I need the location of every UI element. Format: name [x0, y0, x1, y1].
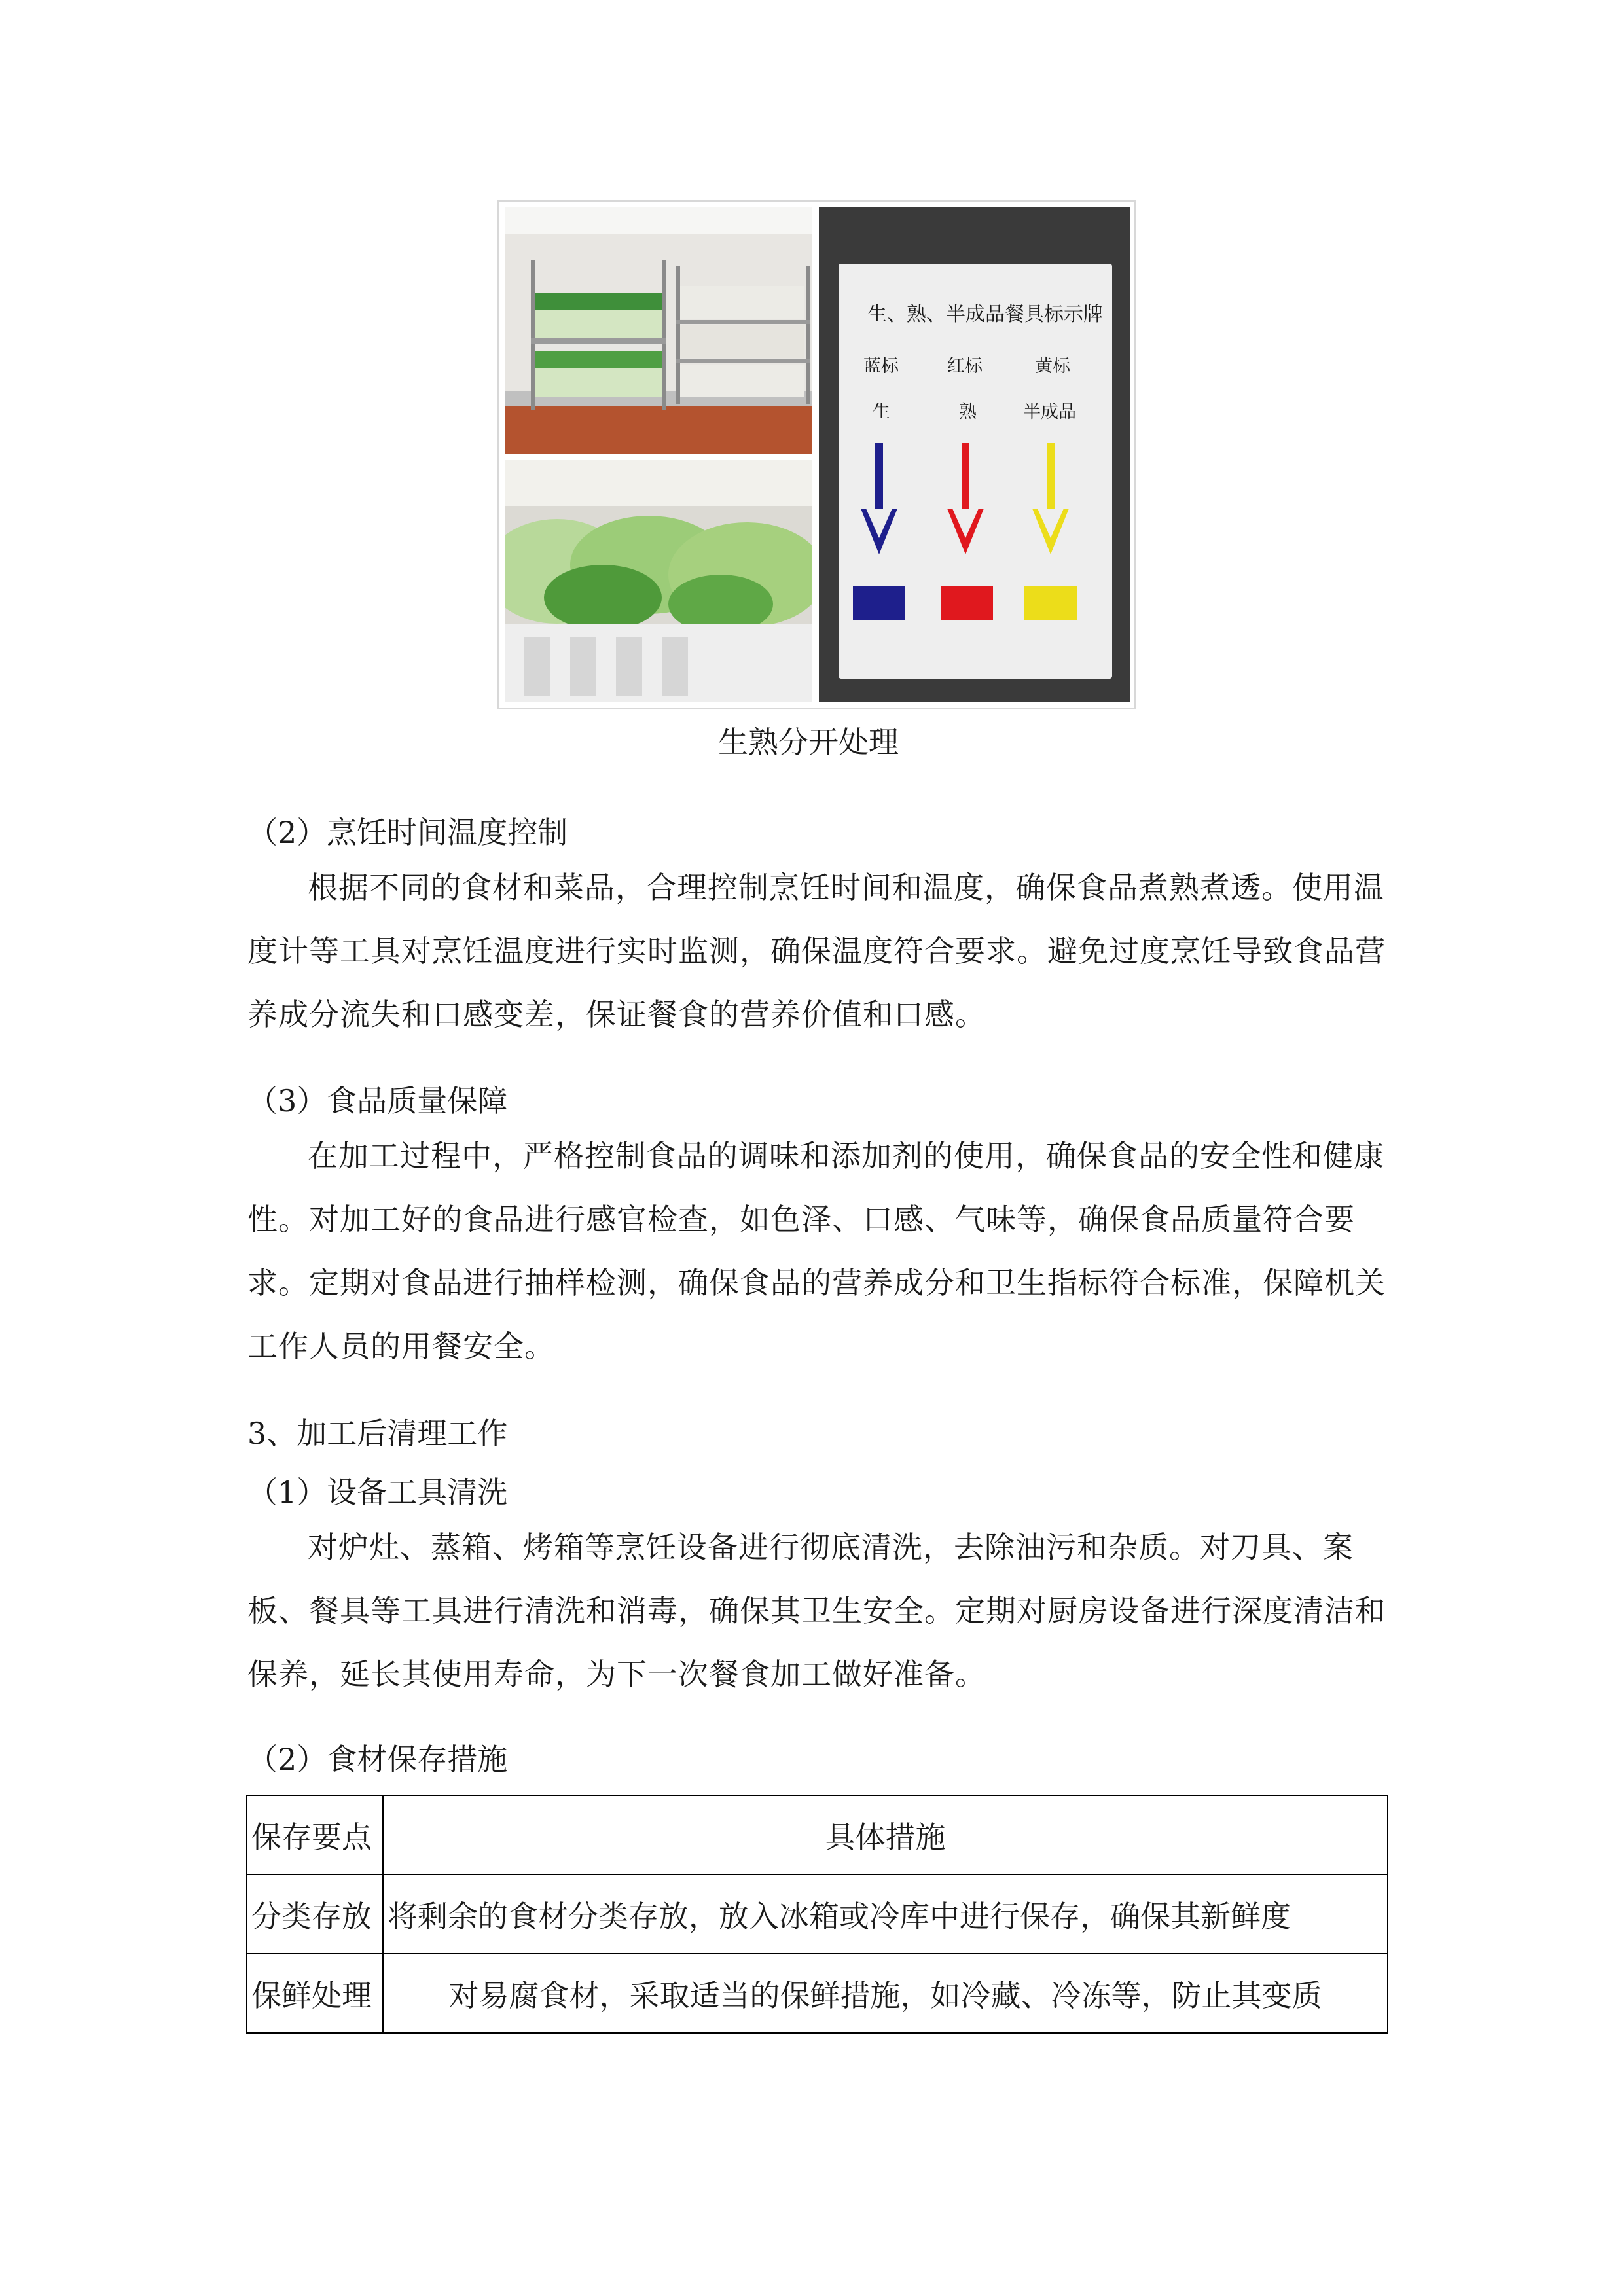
sign-tag-yellow: 黄标	[1035, 356, 1070, 376]
table-header-cell: 保存要点	[247, 1795, 383, 1874]
yellow-swatch	[1024, 586, 1077, 620]
paragraph-quality: 在加工过程中，严格控制食品的调味和添加剂的使用，确保食品的安全性和健康性。对加工好的食品进行感官检查，如色泽、口感、气味等，确保食品质量符合要求。定期对食品进行抽样检测，确保食品的营养成分和卫生指标符合标准，保障机关工作人员的用餐安全。	[247, 1138, 1386, 1364]
section-heading-cooking-control: （2）烹饪时间温度控制	[247, 815, 568, 850]
table-row	[247, 1874, 1388, 1954]
sign-label-semi: 半成品	[1023, 402, 1076, 422]
section-heading-quality: （3）食品质量保障	[247, 1083, 508, 1119]
sign-title: 生、熟、半成品餐具标示牌	[867, 303, 1103, 326]
table-cell: 对易腐食材，采取适当的保鲜措施，如冷藏、冷冻等，防止其变质	[383, 1954, 1388, 2033]
paragraph-cooking-control: 根据不同的食材和菜品，合理控制烹饪时间和温度，确保食品煮熟煮透。使用温度计等工具对烹饪温度进行实时监测，确保温度符合要求。避免过度烹饪导致食品营养成分流失和口感变差，保证餐食的营养价值和口感。	[247, 870, 1386, 1032]
table-header-row	[247, 1795, 1388, 1874]
sign-label-cooked: 熟	[959, 402, 977, 422]
red-swatch	[941, 586, 993, 620]
figure-photo-collage	[497, 200, 1136, 709]
table-cell: 将剩余的食材分类存放，放入冰箱或冷库中进行保存，确保其新鲜度	[383, 1874, 1388, 1954]
utensil-sign-photo	[819, 207, 1130, 702]
sign-tag-red: 红标	[947, 356, 983, 376]
sign-tag-blue: 蓝标	[863, 356, 899, 376]
figure-caption: 生熟分开处理	[718, 725, 899, 760]
table-cell: 分类存放	[247, 1874, 383, 1954]
table-cell: 保鲜处理	[247, 1954, 383, 2033]
storage-measures-table	[246, 1795, 1388, 2034]
section-heading-storage: （2）食材保存措施	[247, 1742, 508, 1777]
lettuce-crate-photo	[505, 460, 812, 702]
blue-arrow-icon	[861, 443, 897, 554]
section-heading-post-processing: 3、加工后清理工作	[247, 1416, 508, 1451]
table-header-cell: 具体措施	[383, 1795, 1388, 1874]
paragraph-equipment-cleaning: 对炉灶、蒸箱、烤箱等烹饪设备进行彻底清洗，去除油污和杂质。对刀具、案板、餐具等工具进行清洗和消毒，确保其卫生安全。定期对厨房设备进行深度清洁和保养，延长其使用寿命，为下一次餐食加工做好准备。	[247, 1530, 1386, 1692]
sign-label-raw: 生	[873, 402, 890, 422]
storage-rack-photo	[505, 207, 812, 454]
section-heading-equipment-cleaning: （1）设备工具清洗	[247, 1475, 508, 1510]
sign-arrows	[819, 207, 1130, 702]
table-row	[247, 1954, 1388, 2033]
red-arrow-icon	[947, 443, 984, 554]
yellow-arrow-icon	[1032, 443, 1069, 554]
blue-swatch	[853, 586, 905, 620]
